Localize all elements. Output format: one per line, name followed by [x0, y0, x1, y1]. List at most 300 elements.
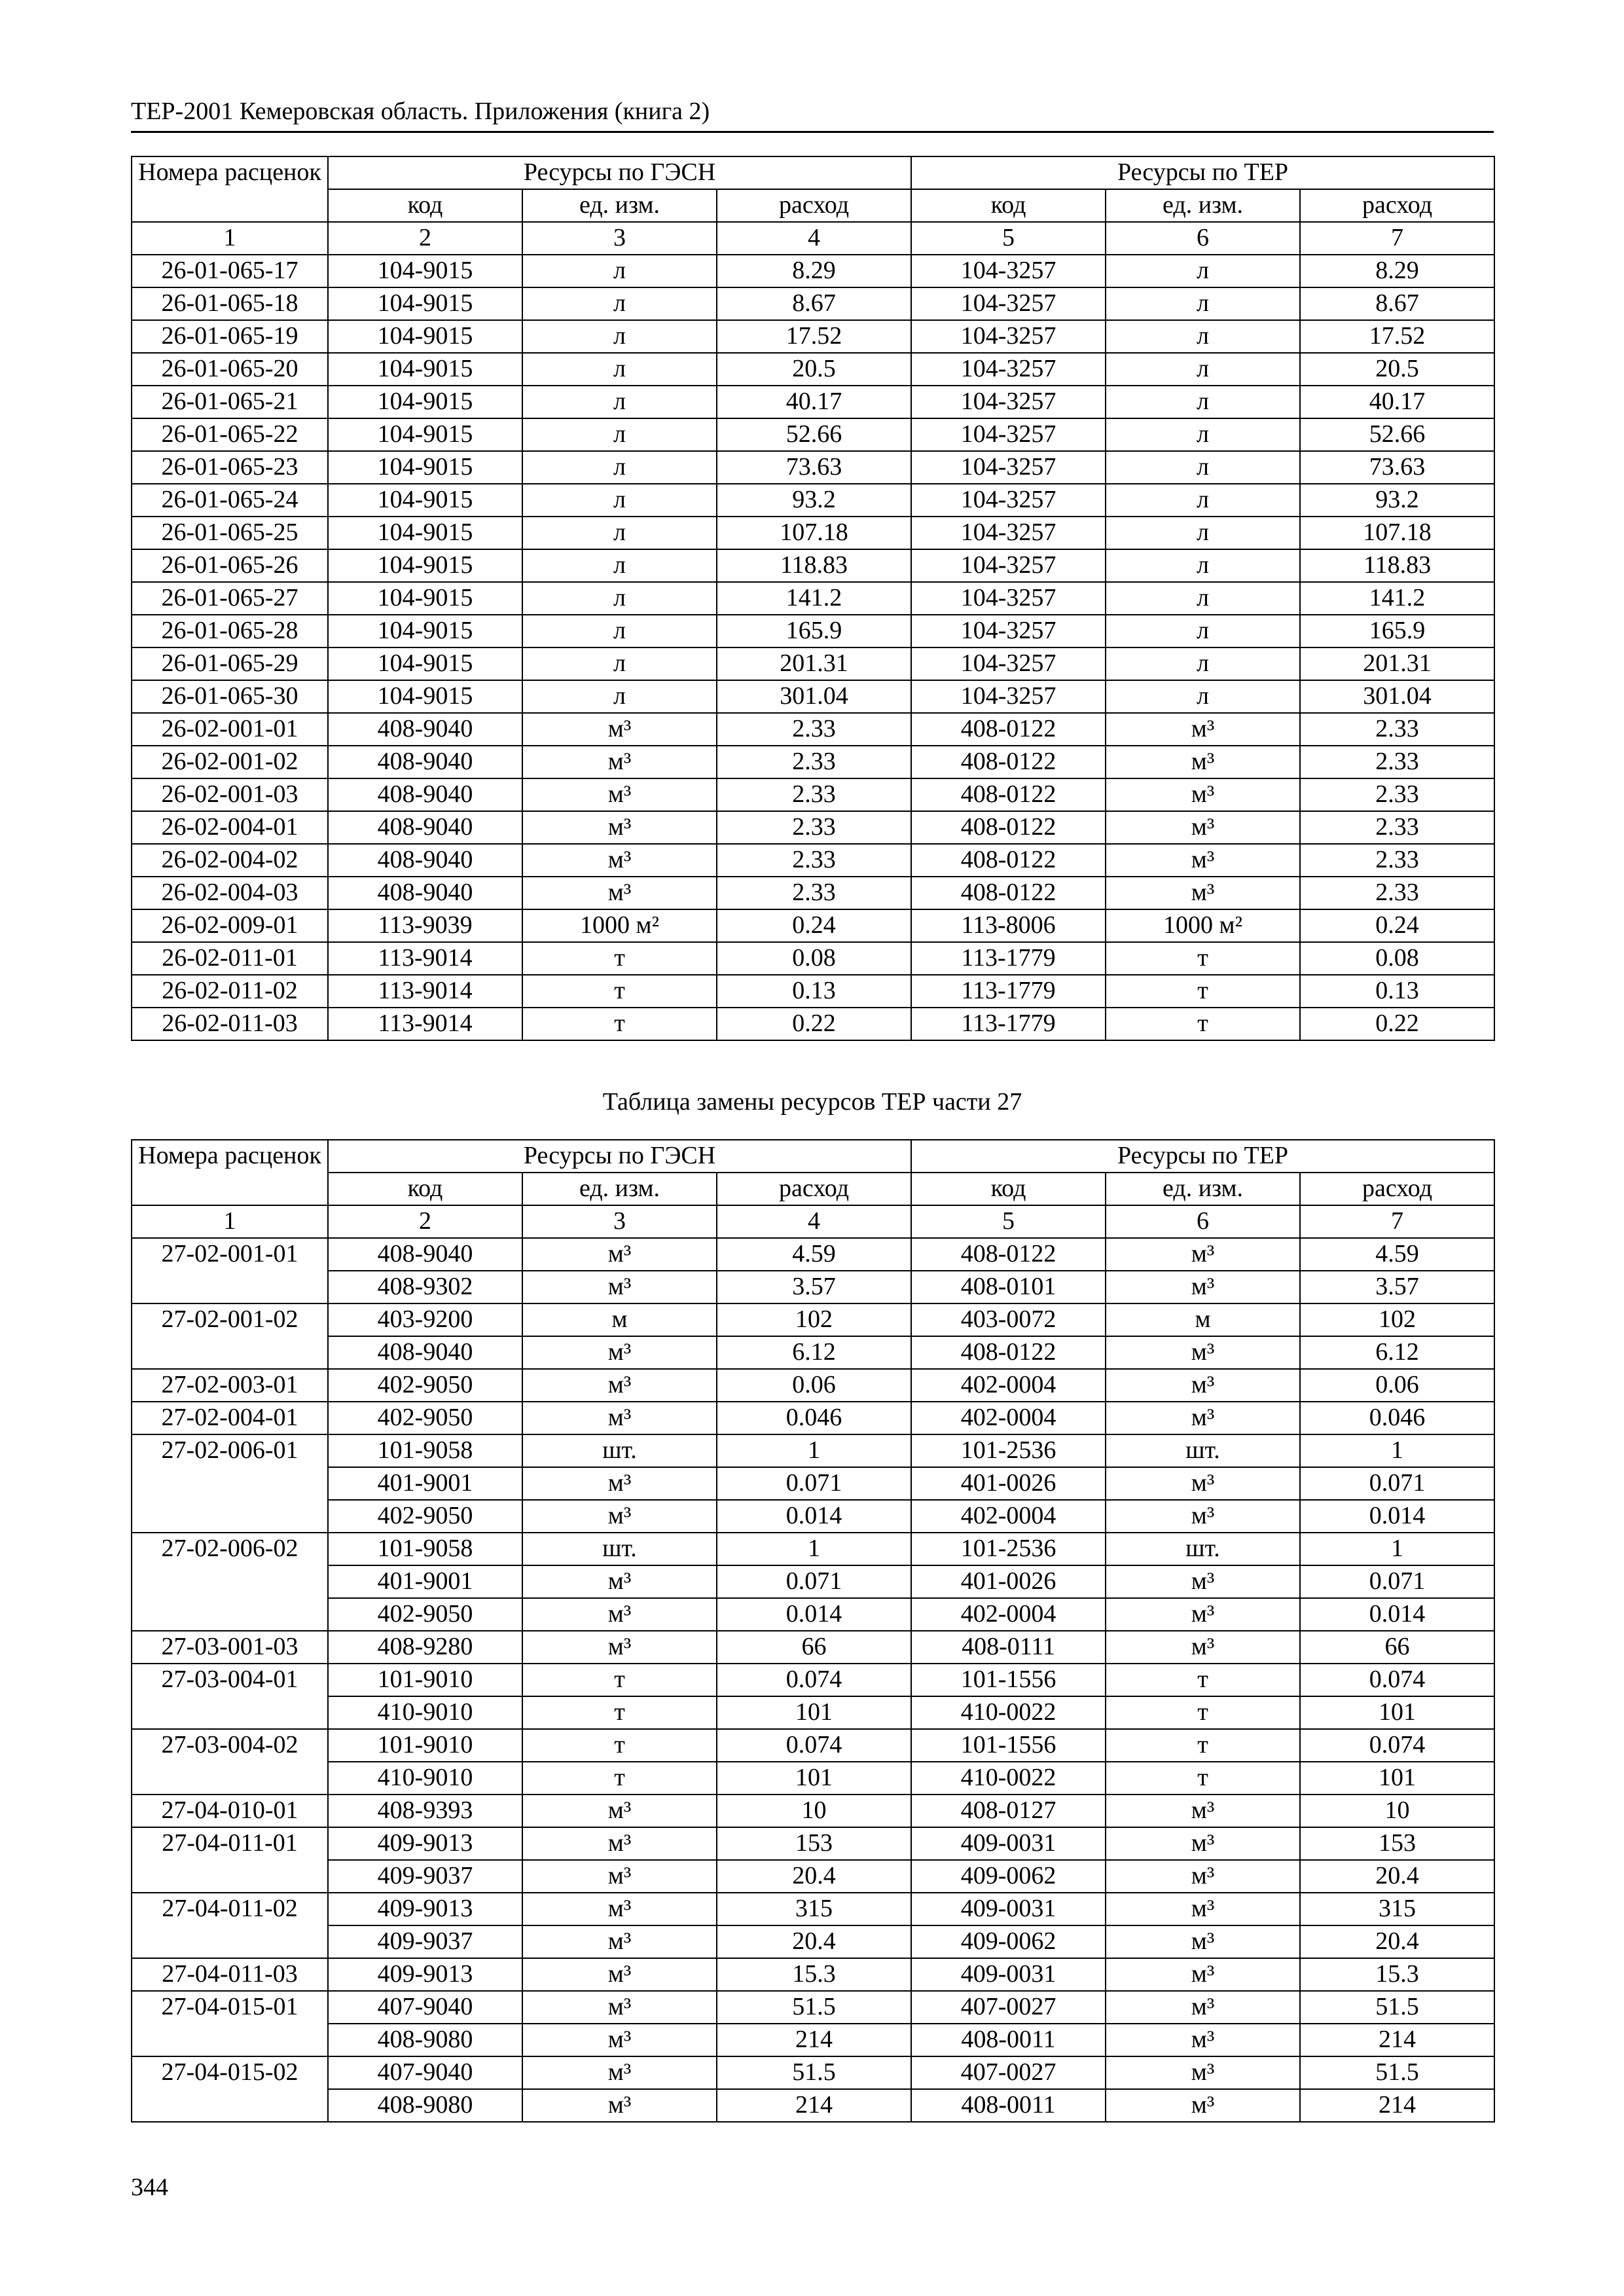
- rate-number-cell: 26-01-065-20: [132, 353, 328, 386]
- header-gesn-consumption: расход: [717, 189, 911, 222]
- ter-code-cell: 408-0122: [911, 713, 1106, 746]
- ter-code-cell: 408-0122: [911, 746, 1106, 778]
- gesn-unit-cell: м³: [522, 1893, 717, 1925]
- gesn-unit-cell: м³: [522, 746, 717, 778]
- ter-consumption-cell: 0.046: [1300, 1402, 1494, 1434]
- gesn-consumption-cell: 101: [717, 1762, 911, 1795]
- table-row: [132, 1369, 1494, 1402]
- ter-code-cell: 408-0122: [911, 844, 1106, 877]
- gesn-code-cell: 104-9015: [328, 418, 522, 451]
- ter-code-cell: 408-0122: [911, 877, 1106, 909]
- ter-code-cell: 408-0122: [911, 778, 1106, 811]
- ter-code-cell: 408-0122: [911, 1336, 1106, 1369]
- gesn-unit-cell: т: [522, 1696, 717, 1729]
- header-gesn-resources: Ресурсы по ГЭСН: [328, 156, 911, 189]
- gesn-code-cell: 113-9014: [328, 1008, 522, 1040]
- ter-consumption-cell: 20.4: [1300, 1860, 1494, 1893]
- gesn-consumption-cell: 0.014: [717, 1500, 911, 1533]
- gesn-code-cell: 101-9058: [328, 1434, 522, 1467]
- header-ter-unit: ед. изм.: [1106, 1173, 1300, 1205]
- rate-number-cell: 27-04-011-03: [132, 1958, 328, 1991]
- ter-unit-cell: м³: [1106, 1500, 1300, 1533]
- ter-consumption-cell: 153: [1300, 1827, 1494, 1860]
- ter-consumption-cell: 214: [1300, 2089, 1494, 2122]
- ter-unit-cell: м³: [1106, 2089, 1300, 2122]
- ter-consumption-cell: 101: [1300, 1696, 1494, 1729]
- ter-unit-cell: т: [1106, 1762, 1300, 1795]
- ter-code-cell: 101-2536: [911, 1533, 1106, 1565]
- ter-unit-cell: м³: [1106, 844, 1300, 877]
- ter-consumption-cell: 2.33: [1300, 713, 1494, 746]
- table-row: [132, 1729, 1494, 1762]
- ter-code-cell: 113-1779: [911, 975, 1106, 1008]
- table-row: [132, 582, 1494, 615]
- ter-consumption-cell: 2.33: [1300, 811, 1494, 844]
- table-row: [132, 1893, 1494, 1925]
- rate-number-cell: 27-04-015-01: [132, 1991, 328, 2056]
- gesn-unit-cell: л: [522, 418, 717, 451]
- table-row: [132, 418, 1494, 451]
- gesn-code-cell: 409-9037: [328, 1925, 522, 1958]
- ter-unit-cell: м³: [1106, 1565, 1300, 1598]
- resources-table-part-26: [131, 156, 1495, 1041]
- gesn-unit-cell: л: [522, 549, 717, 582]
- ter-consumption-cell: 0.014: [1300, 1598, 1494, 1631]
- ter-code-cell: 408-0101: [911, 1271, 1106, 1303]
- table-row: [132, 778, 1494, 811]
- gesn-code-cell: 113-9039: [328, 909, 522, 942]
- ter-code-cell: 402-0004: [911, 1598, 1106, 1631]
- ter-code-cell: 408-0011: [911, 2089, 1106, 2122]
- ter-consumption-cell: 315: [1300, 1893, 1494, 1925]
- column-number: 1: [132, 222, 328, 255]
- header-ter-consumption: расход: [1300, 189, 1494, 222]
- ter-consumption-cell: 2.33: [1300, 844, 1494, 877]
- gesn-code-cell: 104-9015: [328, 647, 522, 680]
- rate-number-cell: 26-02-001-02: [132, 746, 328, 778]
- gesn-unit-cell: т: [522, 1762, 717, 1795]
- gesn-unit-cell: м³: [522, 1598, 717, 1631]
- gesn-consumption-cell: 40.17: [717, 386, 911, 418]
- ter-unit-cell: л: [1106, 582, 1300, 615]
- gesn-unit-cell: л: [522, 451, 717, 484]
- gesn-consumption-cell: 201.31: [717, 647, 911, 680]
- gesn-code-cell: 408-9302: [328, 1271, 522, 1303]
- column-number: 4: [717, 222, 911, 255]
- ter-consumption-cell: 51.5: [1300, 2056, 1494, 2089]
- table-row: [132, 942, 1494, 975]
- column-number: 7: [1300, 222, 1494, 255]
- rate-number-cell: 26-01-065-29: [132, 647, 328, 680]
- gesn-consumption-cell: 214: [717, 2024, 911, 2056]
- table-row: [132, 2089, 1494, 2122]
- table-row: [132, 1500, 1494, 1533]
- gesn-unit-cell: м³: [522, 877, 717, 909]
- gesn-consumption-cell: 2.33: [717, 778, 911, 811]
- gesn-code-cell: 113-9014: [328, 942, 522, 975]
- table-row: [132, 1860, 1494, 1893]
- ter-code-cell: 408-0111: [911, 1631, 1106, 1664]
- gesn-consumption-cell: 20.5: [717, 353, 911, 386]
- gesn-unit-cell: шт.: [522, 1434, 717, 1467]
- ter-unit-cell: шт.: [1106, 1533, 1300, 1565]
- gesn-consumption-cell: 214: [717, 2089, 911, 2122]
- ter-consumption-cell: 40.17: [1300, 386, 1494, 418]
- resources-table-part-27: [131, 1139, 1495, 2123]
- ter-consumption-cell: 73.63: [1300, 451, 1494, 484]
- ter-unit-cell: м³: [1106, 713, 1300, 746]
- ter-unit-cell: л: [1106, 484, 1300, 517]
- ter-unit-cell: м³: [1106, 1827, 1300, 1860]
- ter-code-cell: 104-3257: [911, 680, 1106, 713]
- gesn-consumption-cell: 0.071: [717, 1565, 911, 1598]
- gesn-unit-cell: м³: [522, 2024, 717, 2056]
- gesn-code-cell: 402-9050: [328, 1598, 522, 1631]
- gesn-code-cell: 104-9015: [328, 451, 522, 484]
- rate-number-cell: 26-01-065-17: [132, 255, 328, 287]
- gesn-code-cell: 408-9040: [328, 713, 522, 746]
- ter-code-cell: 409-0031: [911, 1958, 1106, 1991]
- rate-number-cell: 26-01-065-23: [132, 451, 328, 484]
- gesn-consumption-cell: 0.24: [717, 909, 911, 942]
- gesn-unit-cell: л: [522, 517, 717, 549]
- table-row: [132, 844, 1494, 877]
- gesn-code-cell: 104-9015: [328, 287, 522, 320]
- ter-consumption-cell: 20.5: [1300, 353, 1494, 386]
- column-number: 7: [1300, 1205, 1494, 1238]
- ter-code-cell: 104-3257: [911, 255, 1106, 287]
- gesn-code-cell: 101-9010: [328, 1664, 522, 1696]
- gesn-code-cell: 410-9010: [328, 1696, 522, 1729]
- ter-consumption-cell: 0.13: [1300, 975, 1494, 1008]
- gesn-consumption-cell: 4.59: [717, 1238, 911, 1271]
- gesn-code-cell: 104-9015: [328, 255, 522, 287]
- gesn-consumption-cell: 0.13: [717, 975, 911, 1008]
- gesn-unit-cell: м³: [522, 1500, 717, 1533]
- gesn-code-cell: 408-9040: [328, 844, 522, 877]
- table-row: [132, 451, 1494, 484]
- gesn-consumption-cell: 165.9: [717, 615, 911, 647]
- ter-consumption-cell: 20.4: [1300, 1925, 1494, 1958]
- ter-unit-cell: м³: [1106, 1402, 1300, 1434]
- ter-unit-cell: т: [1106, 975, 1300, 1008]
- gesn-code-cell: 104-9015: [328, 582, 522, 615]
- gesn-code-cell: 402-9050: [328, 1369, 522, 1402]
- rate-number-cell: 26-02-011-03: [132, 1008, 328, 1040]
- gesn-consumption-cell: 93.2: [717, 484, 911, 517]
- gesn-consumption-cell: 2.33: [717, 746, 911, 778]
- rate-number-cell: 26-02-004-03: [132, 877, 328, 909]
- gesn-code-cell: 104-9015: [328, 320, 522, 353]
- ter-unit-cell: м³: [1106, 1336, 1300, 1369]
- gesn-code-cell: 401-9001: [328, 1467, 522, 1500]
- ter-unit-cell: л: [1106, 353, 1300, 386]
- table-row: [132, 713, 1494, 746]
- ter-consumption-cell: 118.83: [1300, 549, 1494, 582]
- ter-unit-cell: м³: [1106, 877, 1300, 909]
- gesn-unit-cell: м³: [522, 2056, 717, 2089]
- header-ter-code: код: [911, 1173, 1106, 1205]
- ter-unit-cell: м: [1106, 1303, 1300, 1336]
- ter-code-cell: 101-1556: [911, 1729, 1106, 1762]
- table-row: [132, 647, 1494, 680]
- gesn-consumption-cell: 2.33: [717, 877, 911, 909]
- rate-number-cell: 27-04-015-02: [132, 2056, 328, 2122]
- ter-consumption-cell: 0.06: [1300, 1369, 1494, 1402]
- gesn-unit-cell: л: [522, 255, 717, 287]
- table-row: [132, 1762, 1494, 1795]
- rate-number-cell: 26-02-004-02: [132, 844, 328, 877]
- table-row: [132, 975, 1494, 1008]
- rate-number-cell: 26-01-065-24: [132, 484, 328, 517]
- table-row: [132, 1008, 1494, 1040]
- table-row: [132, 353, 1494, 386]
- table-row: [132, 1303, 1494, 1336]
- gesn-consumption-cell: 101: [717, 1696, 911, 1729]
- gesn-consumption-cell: 315: [717, 1893, 911, 1925]
- gesn-consumption-cell: 102: [717, 1303, 911, 1336]
- ter-code-cell: 101-2536: [911, 1434, 1106, 1467]
- table-row: [132, 255, 1494, 287]
- ter-unit-cell: м³: [1106, 811, 1300, 844]
- rate-number-cell: 26-01-065-21: [132, 386, 328, 418]
- gesn-code-cell: 104-9015: [328, 353, 522, 386]
- gesn-unit-cell: т: [522, 975, 717, 1008]
- ter-consumption-cell: 0.071: [1300, 1467, 1494, 1500]
- table2-body: [132, 1238, 1494, 2122]
- ter-consumption-cell: 107.18: [1300, 517, 1494, 549]
- ter-code-cell: 113-1779: [911, 1008, 1106, 1040]
- ter-code-cell: 104-3257: [911, 418, 1106, 451]
- ter-unit-cell: м³: [1106, 1271, 1300, 1303]
- ter-unit-cell: л: [1106, 549, 1300, 582]
- ter-unit-cell: м³: [1106, 1795, 1300, 1827]
- ter-code-cell: 113-8006: [911, 909, 1106, 942]
- ter-consumption-cell: 214: [1300, 2024, 1494, 2056]
- rate-number-cell: 26-01-065-28: [132, 615, 328, 647]
- header-ter-code: код: [911, 189, 1106, 222]
- ter-code-cell: 408-0122: [911, 1238, 1106, 1271]
- ter-consumption-cell: 101: [1300, 1762, 1494, 1795]
- gesn-consumption-cell: 301.04: [717, 680, 911, 713]
- gesn-unit-cell: л: [522, 680, 717, 713]
- table-row: [132, 287, 1494, 320]
- ter-consumption-cell: 0.24: [1300, 909, 1494, 942]
- column-number: 3: [522, 222, 717, 255]
- gesn-unit-cell: м³: [522, 1271, 717, 1303]
- gesn-unit-cell: л: [522, 615, 717, 647]
- rate-number-cell: 26-02-009-01: [132, 909, 328, 942]
- ter-code-cell: 403-0072: [911, 1303, 1106, 1336]
- gesn-consumption-cell: 6.12: [717, 1336, 911, 1369]
- column-number: 1: [132, 1205, 328, 1238]
- column-number: 6: [1106, 1205, 1300, 1238]
- gesn-consumption-cell: 73.63: [717, 451, 911, 484]
- header-gesn-consumption: расход: [717, 1173, 911, 1205]
- ter-consumption-cell: 66: [1300, 1631, 1494, 1664]
- table-row: [132, 1598, 1494, 1631]
- table-row: [132, 1533, 1494, 1565]
- ter-unit-cell: м³: [1106, 1598, 1300, 1631]
- column-number: 4: [717, 1205, 911, 1238]
- table-row: [132, 320, 1494, 353]
- ter-code-cell: 104-3257: [911, 647, 1106, 680]
- gesn-code-cell: 403-9200: [328, 1303, 522, 1336]
- rate-number-cell: 26-01-065-30: [132, 680, 328, 713]
- table-row: [132, 746, 1494, 778]
- ter-code-cell: 410-0022: [911, 1696, 1106, 1729]
- rate-number-cell: 26-02-011-02: [132, 975, 328, 1008]
- gesn-code-cell: 101-9010: [328, 1729, 522, 1762]
- ter-unit-cell: т: [1106, 1008, 1300, 1040]
- ter-consumption-cell: 0.074: [1300, 1729, 1494, 1762]
- ter-unit-cell: л: [1106, 386, 1300, 418]
- table-row: [132, 1795, 1494, 1827]
- gesn-consumption-cell: 52.66: [717, 418, 911, 451]
- ter-consumption-cell: 102: [1300, 1303, 1494, 1336]
- gesn-code-cell: 113-9014: [328, 975, 522, 1008]
- gesn-unit-cell: м³: [522, 1795, 717, 1827]
- table-row: [132, 877, 1494, 909]
- gesn-unit-cell: м³: [522, 1336, 717, 1369]
- table-row: [132, 680, 1494, 713]
- ter-unit-cell: л: [1106, 287, 1300, 320]
- gesn-consumption-cell: 107.18: [717, 517, 911, 549]
- ter-consumption-cell: 10: [1300, 1795, 1494, 1827]
- column-number: 2: [328, 222, 522, 255]
- gesn-consumption-cell: 0.06: [717, 1369, 911, 1402]
- gesn-consumption-cell: 141.2: [717, 582, 911, 615]
- gesn-code-cell: 408-9040: [328, 778, 522, 811]
- ter-code-cell: 104-3257: [911, 353, 1106, 386]
- rate-number-cell: 27-04-010-01: [132, 1795, 328, 1827]
- table-row: [132, 1664, 1494, 1696]
- table-row: [132, 2056, 1494, 2089]
- ter-unit-cell: л: [1106, 418, 1300, 451]
- gesn-code-cell: 104-9015: [328, 549, 522, 582]
- gesn-code-cell: 409-9013: [328, 1958, 522, 1991]
- gesn-unit-cell: т: [522, 942, 717, 975]
- gesn-consumption-cell: 51.5: [717, 1991, 911, 2024]
- table-row: [132, 1925, 1494, 1958]
- ter-unit-cell: л: [1106, 647, 1300, 680]
- gesn-code-cell: 409-9013: [328, 1893, 522, 1925]
- ter-consumption-cell: 2.33: [1300, 877, 1494, 909]
- ter-unit-cell: м³: [1106, 1991, 1300, 2024]
- rate-number-cell: 26-02-004-01: [132, 811, 328, 844]
- gesn-consumption-cell: 51.5: [717, 2056, 911, 2089]
- gesn-unit-cell: л: [522, 353, 717, 386]
- ter-consumption-cell: 2.33: [1300, 778, 1494, 811]
- gesn-unit-cell: м³: [522, 2089, 717, 2122]
- gesn-consumption-cell: 66: [717, 1631, 911, 1664]
- gesn-unit-cell: 1000 м²: [522, 909, 717, 942]
- ter-unit-cell: м³: [1106, 1238, 1300, 1271]
- gesn-code-cell: 104-9015: [328, 386, 522, 418]
- gesn-code-cell: 408-9040: [328, 1238, 522, 1271]
- header-gesn-resources: Ресурсы по ГЭСН: [328, 1140, 911, 1173]
- rate-number-cell: 27-02-004-01: [132, 1402, 328, 1434]
- gesn-unit-cell: м³: [522, 1827, 717, 1860]
- header-gesn-unit: ед. изм.: [522, 189, 717, 222]
- ter-consumption-cell: 8.67: [1300, 287, 1494, 320]
- ter-unit-cell: т: [1106, 1664, 1300, 1696]
- gesn-unit-cell: м³: [522, 1467, 717, 1500]
- gesn-consumption-cell: 20.4: [717, 1925, 911, 1958]
- gesn-consumption-cell: 2.33: [717, 713, 911, 746]
- ter-unit-cell: м³: [1106, 1631, 1300, 1664]
- page-header: [131, 97, 1494, 133]
- gesn-code-cell: 408-9040: [328, 811, 522, 844]
- ter-unit-cell: т: [1106, 1729, 1300, 1762]
- ter-code-cell: 104-3257: [911, 386, 1106, 418]
- gesn-consumption-cell: 8.29: [717, 255, 911, 287]
- gesn-consumption-cell: 0.074: [717, 1729, 911, 1762]
- table-row: [132, 1402, 1494, 1434]
- ter-consumption-cell: 1: [1300, 1533, 1494, 1565]
- ter-consumption-cell: 201.31: [1300, 647, 1494, 680]
- ter-unit-cell: м³: [1106, 1860, 1300, 1893]
- ter-consumption-cell: 1: [1300, 1434, 1494, 1467]
- gesn-consumption-cell: 2.33: [717, 844, 911, 877]
- ter-consumption-cell: 3.57: [1300, 1271, 1494, 1303]
- header-gesn-unit: ед. изм.: [522, 1173, 717, 1205]
- ter-unit-cell: л: [1106, 320, 1300, 353]
- gesn-unit-cell: л: [522, 287, 717, 320]
- gesn-unit-cell: л: [522, 386, 717, 418]
- table-row: [132, 1631, 1494, 1664]
- rate-number-cell: 27-02-001-02: [132, 1303, 328, 1369]
- ter-code-cell: 410-0022: [911, 1762, 1106, 1795]
- table-row: [132, 1336, 1494, 1369]
- ter-consumption-cell: 15.3: [1300, 1958, 1494, 1991]
- column-number: 6: [1106, 222, 1300, 255]
- header-ter-resources: Ресурсы по ТЕР: [911, 1140, 1494, 1173]
- gesn-consumption-cell: 0.08: [717, 942, 911, 975]
- gesn-unit-cell: м³: [522, 1631, 717, 1664]
- gesn-consumption-cell: 0.22: [717, 1008, 911, 1040]
- gesn-code-cell: 407-9040: [328, 1991, 522, 2024]
- table-row: [132, 1991, 1494, 2024]
- rate-number-cell: 27-04-011-02: [132, 1893, 328, 1958]
- column-number: 2: [328, 1205, 522, 1238]
- gesn-code-cell: 408-9280: [328, 1631, 522, 1664]
- gesn-unit-cell: л: [522, 484, 717, 517]
- table-row: [132, 1827, 1494, 1860]
- gesn-unit-cell: м³: [522, 1860, 717, 1893]
- rate-number-cell: 26-01-065-26: [132, 549, 328, 582]
- ter-consumption-cell: 8.29: [1300, 255, 1494, 287]
- ter-consumption-cell: 0.074: [1300, 1664, 1494, 1696]
- gesn-consumption-cell: 2.33: [717, 811, 911, 844]
- ter-code-cell: 401-0026: [911, 1467, 1106, 1500]
- ter-unit-cell: л: [1106, 615, 1300, 647]
- gesn-code-cell: 104-9015: [328, 615, 522, 647]
- ter-consumption-cell: 4.59: [1300, 1238, 1494, 1271]
- gesn-code-cell: 401-9001: [328, 1565, 522, 1598]
- gesn-unit-cell: м³: [522, 713, 717, 746]
- table-row: [132, 1271, 1494, 1303]
- rate-number-cell: 26-01-065-19: [132, 320, 328, 353]
- ter-consumption-cell: 301.04: [1300, 680, 1494, 713]
- gesn-unit-cell: м³: [522, 811, 717, 844]
- rate-number-cell: 26-01-065-27: [132, 582, 328, 615]
- ter-code-cell: 104-3257: [911, 517, 1106, 549]
- ter-consumption-cell: 17.52: [1300, 320, 1494, 353]
- ter-consumption-cell: 93.2: [1300, 484, 1494, 517]
- table-row: [132, 1434, 1494, 1467]
- ter-unit-cell: л: [1106, 255, 1300, 287]
